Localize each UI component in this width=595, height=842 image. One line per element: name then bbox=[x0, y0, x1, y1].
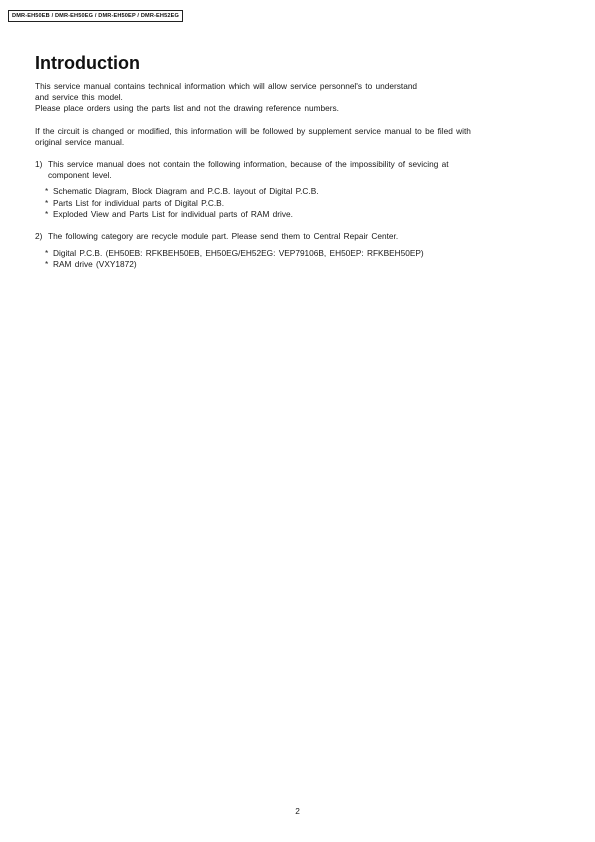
bullet-list-1 bbox=[45, 186, 545, 220]
list-item bbox=[45, 186, 545, 197]
bullet-marker: * bbox=[45, 186, 49, 197]
list-item bbox=[45, 259, 545, 270]
text-line: Please place orders using the parts list and not the drawing reference numbers. bbox=[35, 103, 339, 114]
item-text bbox=[48, 231, 545, 242]
bullet-marker: * bbox=[45, 208, 49, 219]
bullet-list-2 bbox=[45, 248, 545, 270]
text-line: If the circuit is changed or modified, this information will be followed by supplement service manual to be filed with bbox=[35, 125, 471, 136]
list-item-text: Digital P.C.B. (EH50EB: RFKBEH50EB, EH50EG/EH52EG: VEP79106B, EH50EP: RFKBEH50EP) bbox=[53, 248, 424, 259]
text-line: This service manual contains technical information which will allow service personnel's to understand bbox=[35, 81, 418, 91]
item-text bbox=[48, 159, 545, 181]
intro-section bbox=[35, 50, 545, 271]
list-item bbox=[45, 248, 545, 259]
list-item-text: Parts List for individual parts of Digital P.C.B. bbox=[53, 197, 225, 208]
text-line: This service manual does not contain the following information, because of the impossibility of sevicing at bbox=[48, 159, 449, 170]
bullet-marker: * bbox=[45, 259, 49, 270]
text-line: original service manual. bbox=[35, 136, 125, 147]
item-number: 2) bbox=[35, 231, 43, 242]
list-item-text: Schematic Diagram, Block Diagram and P.C.B. layout of Digital P.C.B. bbox=[53, 186, 319, 197]
item-number: 1) bbox=[35, 159, 43, 170]
list-item-text: Exploded View and Parts List for individual parts of RAM drive. bbox=[53, 208, 293, 219]
numbered-item-1 bbox=[35, 159, 545, 181]
text-line: and service this model. bbox=[35, 92, 123, 103]
list-item-text: RAM drive (VXY1872) bbox=[53, 259, 137, 270]
list-item bbox=[45, 198, 545, 209]
numbered-item-2 bbox=[35, 231, 545, 242]
bullet-marker: * bbox=[45, 197, 49, 208]
model-tag: DMR-EH50EB / DMR-EH50EG / DMR-EH50EP / DMR-EH52EG bbox=[8, 10, 183, 22]
bullet-marker: * bbox=[45, 248, 49, 259]
list-item bbox=[45, 209, 545, 220]
intro-paragraph-1 bbox=[35, 81, 545, 115]
text-line: The following category are recycle module part. Please send them to Central Repair Center. bbox=[48, 231, 399, 242]
intro-paragraph-2 bbox=[35, 126, 545, 148]
page-number: 2 bbox=[295, 806, 300, 816]
text-line: component level. bbox=[48, 170, 112, 181]
page-title: Introduction bbox=[35, 53, 140, 73]
